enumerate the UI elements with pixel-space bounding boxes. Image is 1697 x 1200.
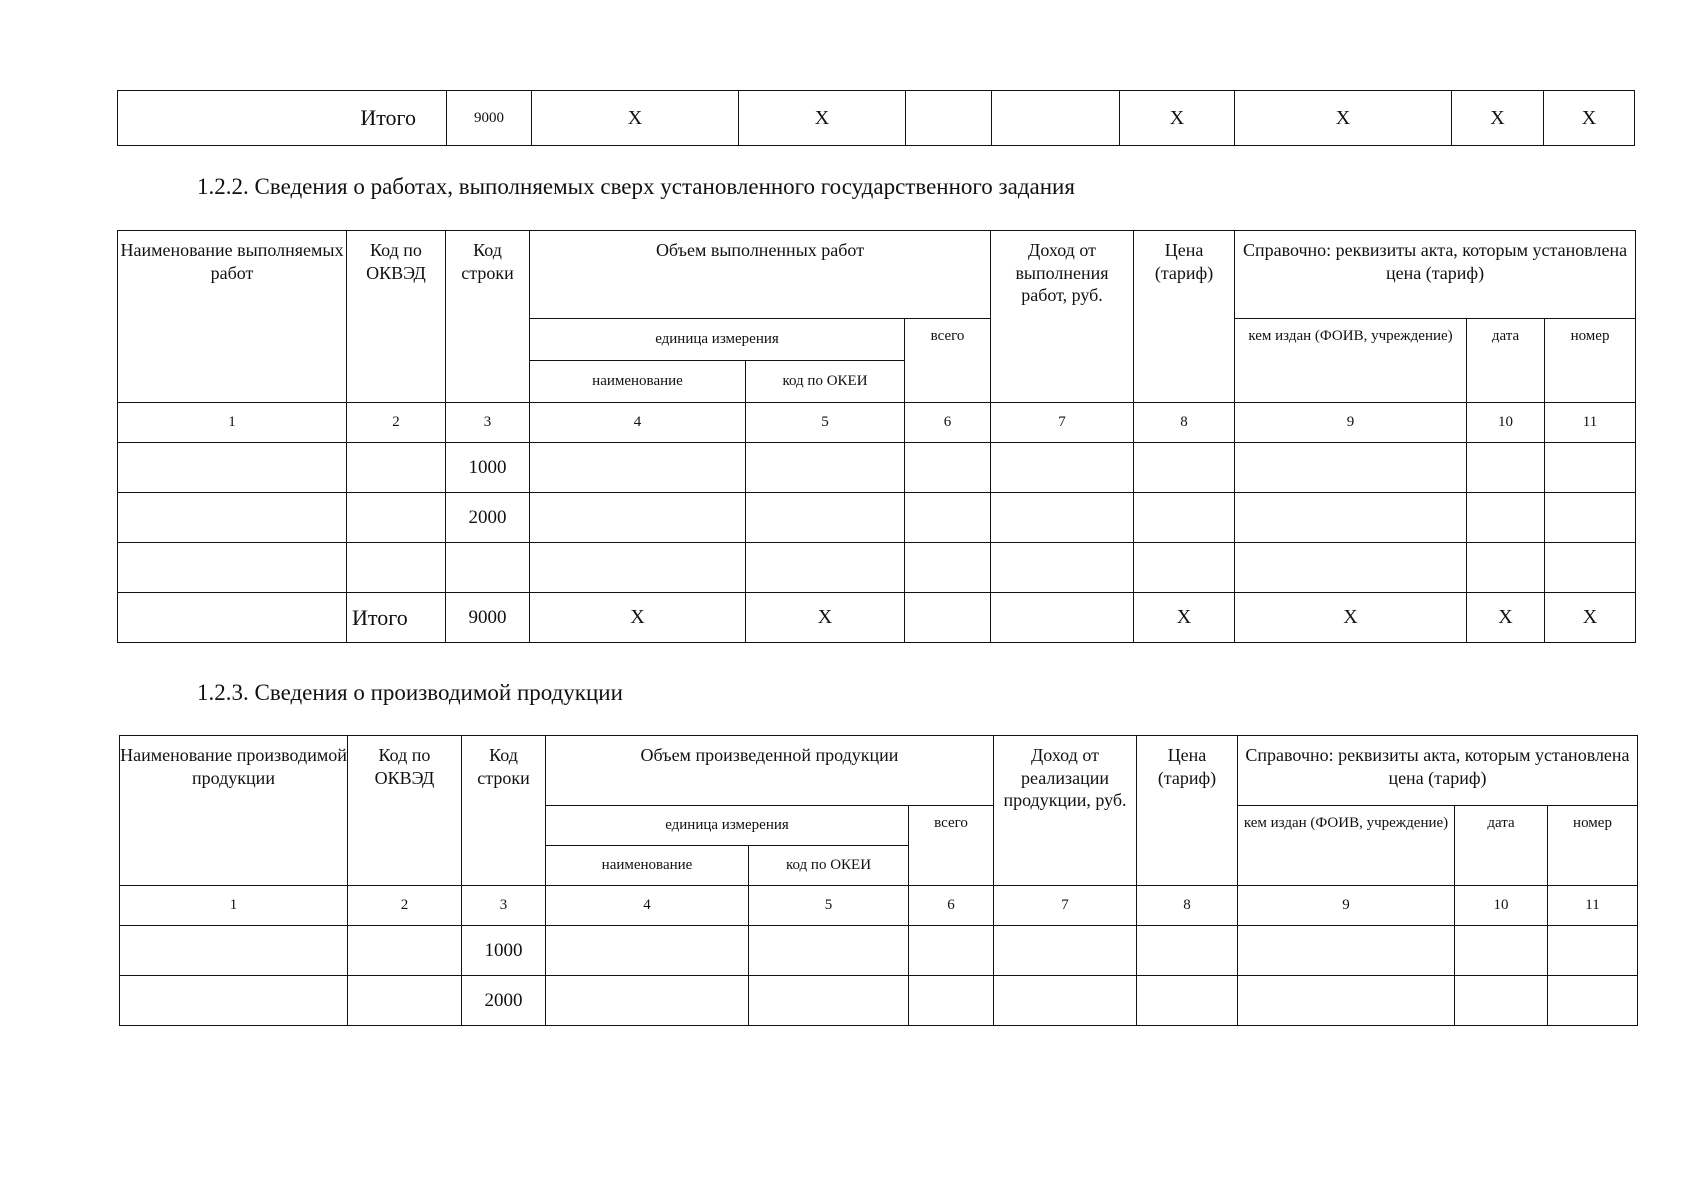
column-number: 1 [118,403,347,443]
total-cell: X [532,91,739,146]
column-number: 6 [905,403,991,443]
header-number: номер [1548,806,1638,886]
column-number: 7 [991,403,1134,443]
header-volume: Объем выполненных работ [530,231,991,319]
table-row [120,926,1638,976]
column-number: 4 [530,403,746,443]
section-heading: 1.2.2. Сведения о работах, выполняемых сверх установленного государственного задания [197,174,1075,199]
header-total: всего [905,319,991,403]
column-number: 10 [1467,403,1545,443]
total-cell: X [739,91,906,146]
row-code [446,543,530,593]
header-reference: Справочно: реквизиты акта, которым установлена цена (тариф) [1238,736,1638,806]
total-cell: X [1235,593,1467,643]
column-number: 7 [994,886,1137,926]
header-okei: код по ОКЕИ [749,846,909,886]
column-number: 11 [1548,886,1638,926]
header-issued-by: кем издан (ФОИВ, учреждение) [1238,806,1455,886]
column-number: 8 [1137,886,1238,926]
header-name: Наименование производимой продукции [120,736,348,886]
column-number: 8 [1134,403,1235,443]
total-row [118,593,1636,643]
column-numbers-row [120,886,1638,926]
header-name: Наименование выполняемых работ [118,231,347,403]
row-code: 1000 [446,443,530,493]
total-cell: X [1134,593,1235,643]
total-cell: X [1235,91,1452,146]
row-code: 2000 [446,493,530,543]
table-row [118,543,1636,593]
header-date: дата [1467,319,1545,403]
column-number: 3 [462,886,546,926]
column-number: 6 [909,886,994,926]
total-cell [992,91,1120,146]
total-cell: X [530,593,746,643]
header-unit: единица измерения [546,806,909,846]
column-number: 3 [446,403,530,443]
header-unit-name: наименование [530,361,746,403]
column-number: 9 [1235,403,1467,443]
header-income: Доход от реализации продукции, руб. [994,736,1137,886]
column-number: 1 [120,886,348,926]
total-cell: X [746,593,905,643]
column-number: 5 [746,403,905,443]
total-label: Итого [347,593,446,643]
row-code: 1000 [462,926,546,976]
header-okved: Код по ОКВЭД [348,736,462,886]
top-total-table [117,90,1635,146]
total-label: Итого [118,91,447,146]
total-cell: X [1544,91,1635,146]
header-issued-by: кем издан (ФОИВ, учреждение) [1235,319,1467,403]
column-number: 2 [348,886,462,926]
header-unit-name: наименование [546,846,749,886]
header-okei: код по ОКЕИ [746,361,905,403]
products-table [119,735,1638,1026]
header-unit: единица измерения [530,319,905,361]
column-number: 4 [546,886,749,926]
column-number: 9 [1238,886,1455,926]
header-reference: Справочно: реквизиты акта, которым установлена цена (тариф) [1235,231,1636,319]
total-cell [991,593,1134,643]
header-volume: Объем произведенной продукции [546,736,994,806]
table-row [118,443,1636,493]
header-income: Доход от выполнения работ, руб. [991,231,1134,403]
total-cell: X [1545,593,1636,643]
header-row-code: Код строки [446,231,530,403]
header-row-code: Код строки [462,736,546,886]
header-price: Цена (тариф) [1137,736,1238,886]
total-cell [905,593,991,643]
total-code: 9000 [446,593,530,643]
total-cell: X [1467,593,1545,643]
table-row [118,493,1636,543]
total-cell: X [1120,91,1235,146]
total-cell [906,91,992,146]
column-number: 5 [749,886,909,926]
column-number: 10 [1455,886,1548,926]
header-number: номер [1545,319,1636,403]
header-date: дата [1455,806,1548,886]
table-row [120,976,1638,1026]
total-cell: X [1452,91,1544,146]
total-code: 9000 [447,91,532,146]
section-heading: 1.2.3. Сведения о производимой продукции [197,680,623,705]
column-number: 11 [1545,403,1636,443]
header-price: Цена (тариф) [1134,231,1235,403]
column-number: 2 [347,403,446,443]
header-okved: Код по ОКВЭД [347,231,446,403]
column-numbers-row [118,403,1636,443]
row-code: 2000 [462,976,546,1026]
header-total: всего [909,806,994,886]
works-table [117,230,1636,643]
